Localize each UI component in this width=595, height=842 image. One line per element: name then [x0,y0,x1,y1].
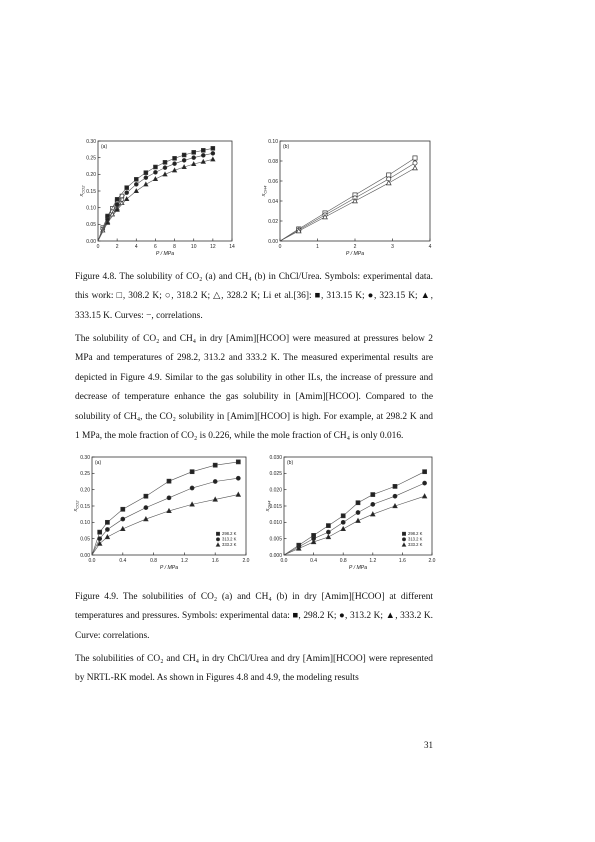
x-tick-label: 1.6 [211,558,219,564]
data-point [386,181,391,185]
data-point [236,492,240,496]
x-tick-label: 1 [316,244,319,250]
y-tick-label: 0.08 [268,158,278,165]
x-tick-label: 6 [154,244,157,250]
figure-4-9b-svg [258,445,438,580]
data-point [182,153,186,157]
data-point [105,528,109,532]
data-point [154,170,158,174]
y-tick-label: 0.02 [268,218,278,225]
data-point [201,153,205,157]
data-point [356,501,360,505]
figure-4-8a-svg [80,133,245,273]
data-point [192,156,196,160]
y-axis-label-main: x [265,508,271,512]
figure-4-8-ch4-chart [258,133,438,273]
x-tick-label: 12 [210,244,216,250]
panel-label: (b) [283,144,290,150]
data-point [326,535,330,539]
data-point [134,189,138,193]
correlation-curve [284,472,425,555]
data-point [413,166,418,170]
y-axis-label-group [79,185,86,198]
x-tick-label: 1.6 [398,558,406,564]
y-axis-label-group [73,500,80,513]
legend-marker [402,538,405,541]
x-tick-label: 8 [173,244,176,250]
data-point [341,520,345,524]
data-point [393,494,397,498]
y-axis-label-sub: CH4 [266,500,272,509]
series-0-markers [297,156,417,231]
data-point [356,518,360,522]
y-tick-label: 0.025 [269,471,282,478]
y-axis-label [265,500,272,512]
x-axis-label: P / MPa [348,565,368,571]
data-point [115,202,119,206]
data-point [213,480,217,484]
data-point [211,157,215,161]
panel-label: (b) [287,460,294,466]
data-point [356,511,360,515]
y-tick-label: 0.20 [80,487,90,494]
y-tick-label: 0.15 [86,188,96,195]
x-tick-label: 0.0 [280,558,288,564]
figure-4-9-caption: Figure 4.9. The solubilities of CO₂ (a) and CH₄ (b) in dry [Amim][HCOO] at different temperatures and pressures. Symbols: experimental data: ■, 298.2 K; ●, 313.2 K; ▲, 333.2 K. Curve: correlations. [75,592,433,641]
data-point [163,166,167,170]
y-axis-label [79,185,86,198]
y-tick-label: 0.020 [269,487,282,494]
figure-4-9a-svg [70,445,250,580]
body-paragraph-1: The solubility of CO₂ and CH₄ in dry [Amim][HCOO] were measured at pressures below 2 MPa and temperatures of 298.2, 313.2 and 333.2 K. The measured experimental results are depicted in Figure 4.9. Similar to the gas solubility in other ILs, the increase of pressure and decrease of temperature enhance the gas solubility in [Amim][HCOO]. Compared to the solubility of CH₄, the CO₂ solubility in [Amim][HCOO] is high. For example, at 298.2 K and 1 MPa, the mole fraction of CO₂ is 0.226, while the mole fraction of CH₄ is only 0.016. [75,334,433,442]
y-tick-label: 0.05 [86,222,96,229]
y-tick-label: 0.10 [80,520,90,527]
y-tick-label: 0.30 [80,454,90,461]
x-tick-label: 2 [353,244,357,250]
data-point [190,486,194,490]
legend-marker [402,532,405,535]
data-point [121,517,125,521]
legend-label: 298.2 K [408,531,423,536]
legend-label: 313.2 K [408,536,423,542]
plot-frame [98,141,232,241]
data-point [393,484,397,488]
data-point [121,507,125,511]
x-axis-label: P / MPa [345,251,365,257]
series-5-markers [105,157,214,224]
data-point [144,506,148,510]
data-point [144,182,148,186]
page-number: 31 [424,740,433,750]
correlation-curve [98,148,213,241]
data-point [371,493,375,497]
y-tick-label: 0.00 [268,238,278,245]
data-point [413,161,417,165]
y-axis-label-group [261,185,268,197]
y-axis-label-sub: CO2 [74,500,80,509]
data-point [163,172,167,176]
y-tick-label: 0.15 [80,503,90,510]
legend-marker [402,543,406,546]
x-tick-label: 2.0 [242,558,250,564]
y-tick-label: 0.25 [86,155,96,162]
x-tick-label: 0.4 [119,558,127,564]
y-axis-label [261,185,268,197]
y-tick-label: 0.06 [268,178,278,185]
data-point [201,148,205,152]
x-tick-label: 1.2 [180,558,188,564]
correlation-curve [92,462,238,555]
data-point [371,502,375,506]
data-point [154,165,158,169]
x-tick-label: 0 [278,244,282,250]
data-point [167,496,171,500]
series-2-markers [98,492,241,545]
legend-label: 333.2 K [222,542,237,547]
data-point [153,177,157,181]
x-tick-label: 3 [391,244,394,250]
data-point [173,156,177,160]
x-tick-label: 14 [229,244,235,250]
data-point [422,494,426,498]
y-tick-label: 0.30 [86,138,96,145]
legend-label: 313.2 K [222,536,237,542]
data-point [134,177,138,181]
x-tick-label: 4 [134,244,138,250]
panel-label: (a) [95,460,102,466]
data-point [213,463,217,467]
x-tick-label: 0.0 [88,558,96,564]
x-tick-label: 0.8 [150,558,158,564]
legend-marker [216,532,219,535]
data-point [211,151,215,155]
data-point [125,191,129,195]
y-tick-label: 0.010 [269,520,282,527]
x-axis-label: P / MPa [159,565,179,571]
series-1-markers [297,161,417,232]
legend-marker [216,543,220,546]
data-point [121,527,125,531]
data-point [341,514,345,518]
data-point [236,476,240,480]
data-point [144,176,148,180]
data-point [144,494,148,498]
plot-frame [280,141,430,241]
y-tick-label: 0.20 [86,172,96,179]
data-point [98,530,102,534]
data-point [423,470,427,474]
legend-label: 333.2 K [408,542,423,547]
y-axis-label-main: x [73,508,79,512]
figure-4-8b-svg [258,133,438,273]
data-point [326,524,330,528]
series-4-markers [106,151,215,221]
y-axis-label-group [265,500,272,512]
x-tick-label: 10 [190,244,197,250]
data-point [105,535,109,539]
data-point [423,481,427,485]
x-tick-label: 2.0 [428,558,436,564]
x-tick-label: 2 [115,244,119,250]
y-axis-label-main: x [261,193,267,197]
y-tick-label: 0.10 [86,205,96,212]
x-tick-label: 0.8 [339,558,347,564]
figure-4-9-ch4-chart [258,445,438,580]
x-tick-label: 0.4 [310,558,318,564]
data-point [341,527,345,531]
legend-marker [216,538,219,541]
panel-label: (a) [101,144,108,150]
data-point [190,470,194,474]
x-tick-label: 0 [96,244,100,250]
data-point [413,156,417,160]
y-tick-label: 0.005 [269,536,282,543]
figure-4-8-co2-chart [80,133,245,273]
data-point [115,197,119,201]
y-tick-label: 0.10 [268,138,278,145]
y-tick-label: 0.05 [80,536,90,543]
x-axis-label: P / MPa [155,251,175,257]
data-point [163,160,167,164]
y-axis-label-sub: CH4 [262,185,268,194]
data-point [134,182,138,186]
y-tick-label: 0.00 [80,552,90,559]
y-axis-label [73,500,80,513]
data-point [144,171,148,175]
x-tick-label: 4 [428,244,432,250]
data-point [105,520,109,524]
data-point [326,530,330,534]
y-tick-label: 0.000 [269,552,282,559]
figure-4-8-caption: Figure 4.8. The solubility of CO₂ (a) and CH₄ (b) in ChCl/Urea. Symbols: experimental data. this work: □, 308.2 K; ○, 318.2 K; △, 328.2 K; Li et al.[36]: ■, 313.15 K; ●, 323.15 K; ▲, 333.15 K. Curves: −, correlations. [75,272,433,321]
data-point [192,150,196,154]
correlation-curve [280,168,415,241]
y-tick-label: 0.030 [269,454,282,461]
figure-4-9-co2-chart [70,445,250,580]
y-axis-label-sub: CO2 [80,185,86,194]
y-tick-label: 0.015 [269,503,282,510]
y-tick-label: 0.25 [80,471,90,478]
y-axis-label-main: x [79,193,85,197]
data-point [125,186,129,190]
x-tick-label: 1.2 [369,558,377,564]
data-point [387,173,391,177]
data-point [236,460,240,464]
data-point [182,158,186,162]
legend-label: 298.2 K [222,531,237,536]
data-point [98,537,102,541]
series-3-markers [106,146,215,217]
y-tick-label: 0.00 [86,238,96,245]
data-point [173,162,177,166]
body-paragraph-2: The solubilities of CO₂ and CH₄ in dry ChCl/Urea and dry [Amim][HCOO] were represented by NRTL-RK model. As shown in Figures 4.8 and 4.9, the modeling results [75,654,433,684]
y-tick-label: 0.04 [268,198,278,205]
data-point [211,146,215,150]
data-point [167,479,171,483]
